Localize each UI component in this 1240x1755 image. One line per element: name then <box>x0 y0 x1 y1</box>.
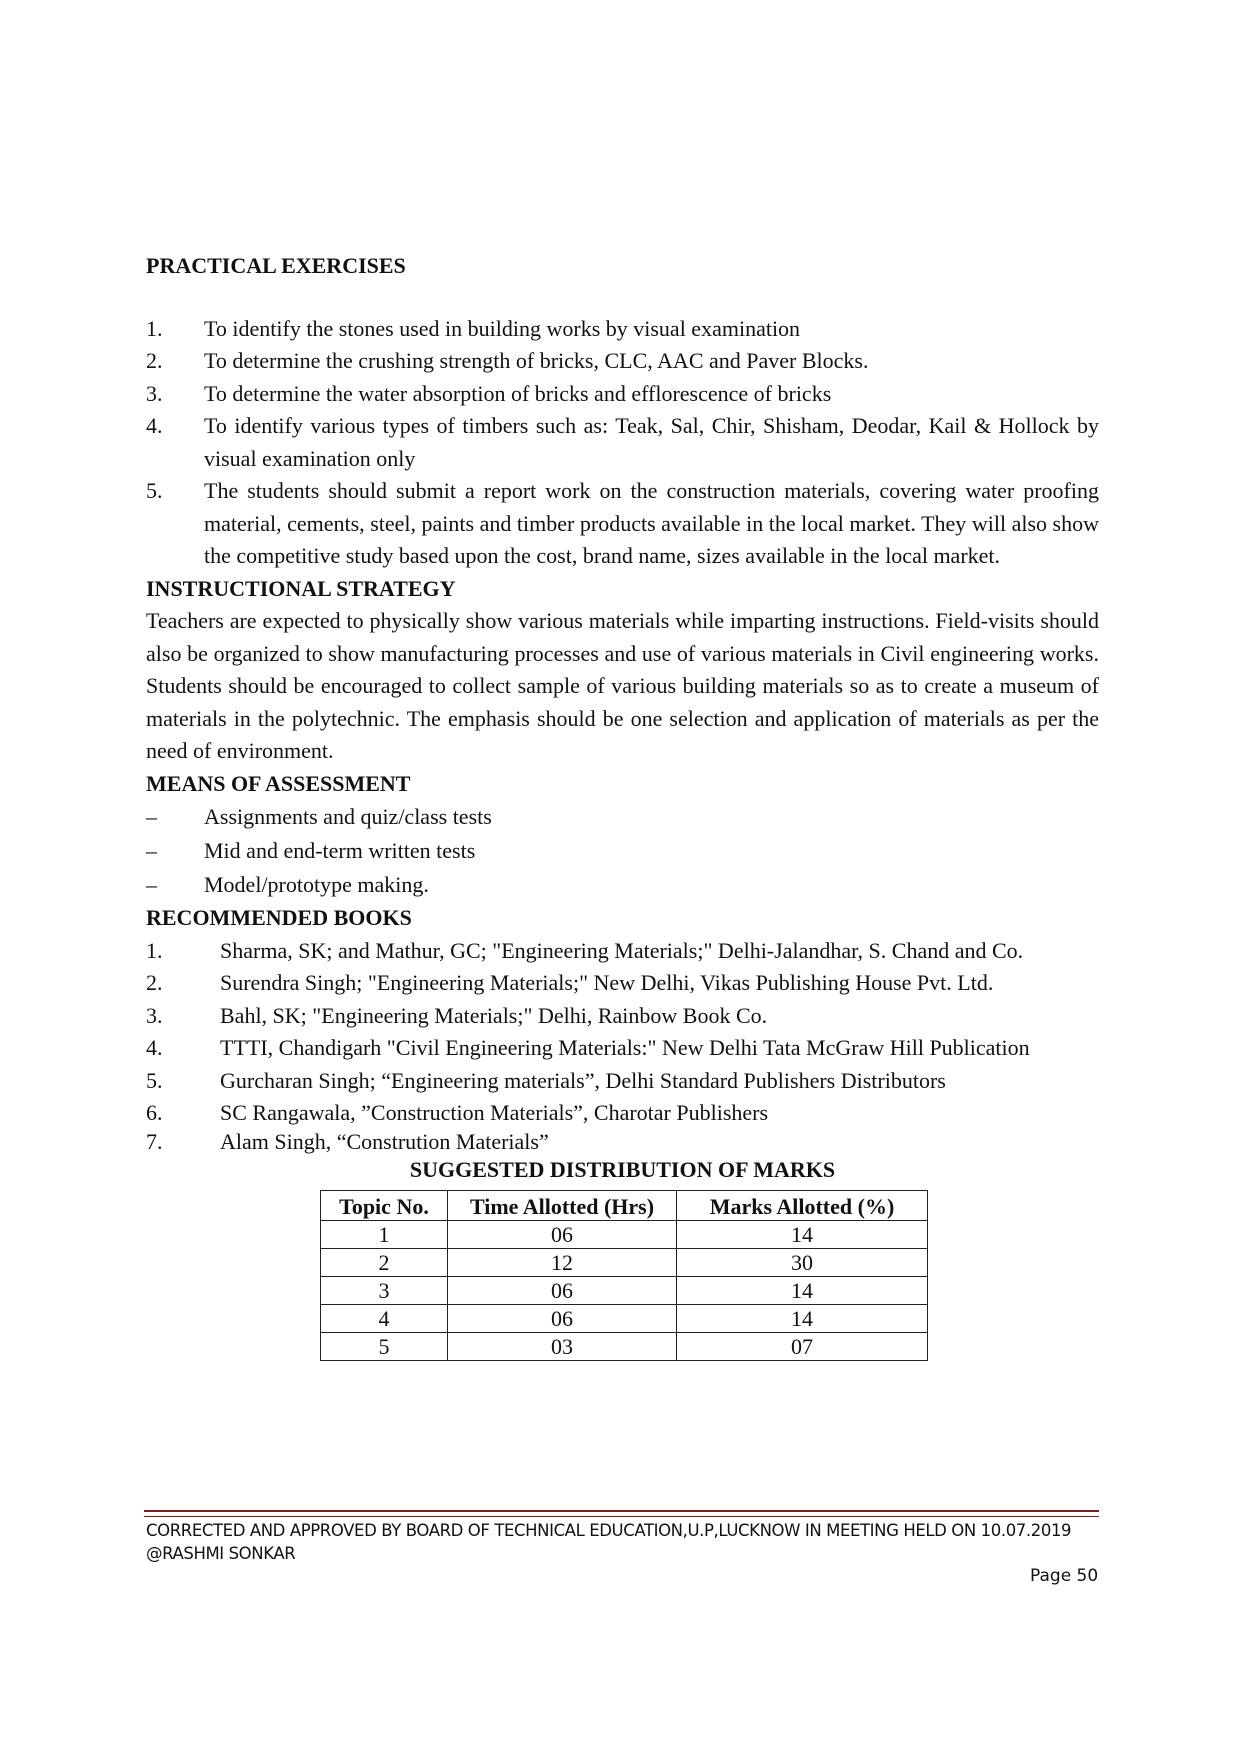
list-item: 2. Surendra Singh; "Engineering Materials;" New Delhi, Vikas Publishing House Pvt. Ltd. <box>146 970 994 995</box>
instructional-strategy-heading: INSTRUCTIONAL STRATEGY <box>146 575 456 601</box>
instructional-strategy-text: Teachers are expected to physically show various materials while imparting instructions. Field-visits should also be organized to show manufacturing processes and use of various materials in Civil engineering works. Students should be encouraged to collect sample of various building materials so as to create a museum of materials in the polytechnic. The emphasis should be one selection and application of materials as per the need of environment. <box>146 608 1099 763</box>
list-item: – Model/prototype making. <box>146 872 429 897</box>
list-item: 3. Bahl, SK; "Engineering Materials;" Delhi, Rainbow Book Co. <box>146 1002 768 1028</box>
list-item: 5. The students should submit a report work on the construction materials, covering water proofing material, cements, steel, paints and timber products available in the local market. They will also show the competitive study based upon the cost, brand name, sizes available in the local market. <box>146 478 1099 568</box>
marks-distribution-table <box>320 1190 928 1361</box>
table-row: 5 03 07 <box>321 1333 928 1361</box>
header-time-allotted: Time Allotted (Hrs) <box>448 1191 677 1221</box>
list-item: – Assignments and quiz/class tests <box>146 804 492 829</box>
list-item: 4. To identify various types of timbers such as: Teak, Sal, Chir, Shisham, Deodar, Kail & Hollock by visual examination only <box>146 413 1099 471</box>
table-row: 4 06 14 <box>321 1305 928 1333</box>
list-item: 1. Sharma, SK; and Mathur, GC; "Engineering Materials;" Delhi-Jalandhar, S. Chand and Co. <box>146 937 1024 963</box>
means-of-assessment-heading: MEANS OF ASSESSMENT <box>146 770 411 796</box>
list-item: 6. SC Rangawala, ”Construction Materials”, Charotar Publishers <box>146 1100 769 1125</box>
list-item: 7. Alam Singh, “Constrution Materials” <box>146 1128 549 1154</box>
page-content <box>146 250 1099 1361</box>
recommended-books-heading: RECOMMENDED BOOKS <box>146 905 412 930</box>
list-item: – Mid and end-term written tests <box>146 838 476 863</box>
table-row: 2 12 30 <box>321 1249 928 1277</box>
table-row: 1 06 14 <box>321 1221 928 1249</box>
assessment-list <box>146 800 1099 902</box>
table-row: 3 06 14 <box>321 1277 928 1305</box>
header-marks-allotted: Marks Allotted (%) <box>677 1191 928 1221</box>
recommended-books-list <box>146 935 1099 1154</box>
list-item: 3. To determine the water absorption of bricks and efflorescence of bricks <box>146 380 832 406</box>
marks-table-title: SUGGESTED DISTRIBUTION OF MARKS <box>409 1156 836 1182</box>
table-header-row <box>321 1191 928 1221</box>
list-item: 5. Gurcharan Singh; “Engineering materials”, Delhi Standard Publishers Distributors <box>146 1067 946 1093</box>
practical-exercises-heading: PRACTICAL EXERCISES <box>146 253 406 278</box>
practical-exercises-list <box>146 313 1099 573</box>
footer-divider <box>144 1510 1099 1517</box>
list-item: 1. To identify the stones used in building works by visual examination <box>146 315 801 341</box>
header-topic-no: Topic No. <box>321 1191 448 1221</box>
page-number: Page 50 <box>1030 1566 1099 1586</box>
footer-approval-text: CORRECTED AND APPROVED BY BOARD OF TECHNICAL EDUCATION,U.P,LUCKNOW IN MEETING HELD ON 10.07.2019 @RASHMI SONKAR <box>146 1521 1072 1563</box>
list-item: 4. TTTI, Chandigarh "Civil Engineering Materials:" New Delhi Tata McGraw Hill Publication <box>146 1035 1030 1060</box>
list-item: 2. To determine the crushing strength of bricks, CLC, AAC and Paver Blocks. <box>146 348 869 373</box>
